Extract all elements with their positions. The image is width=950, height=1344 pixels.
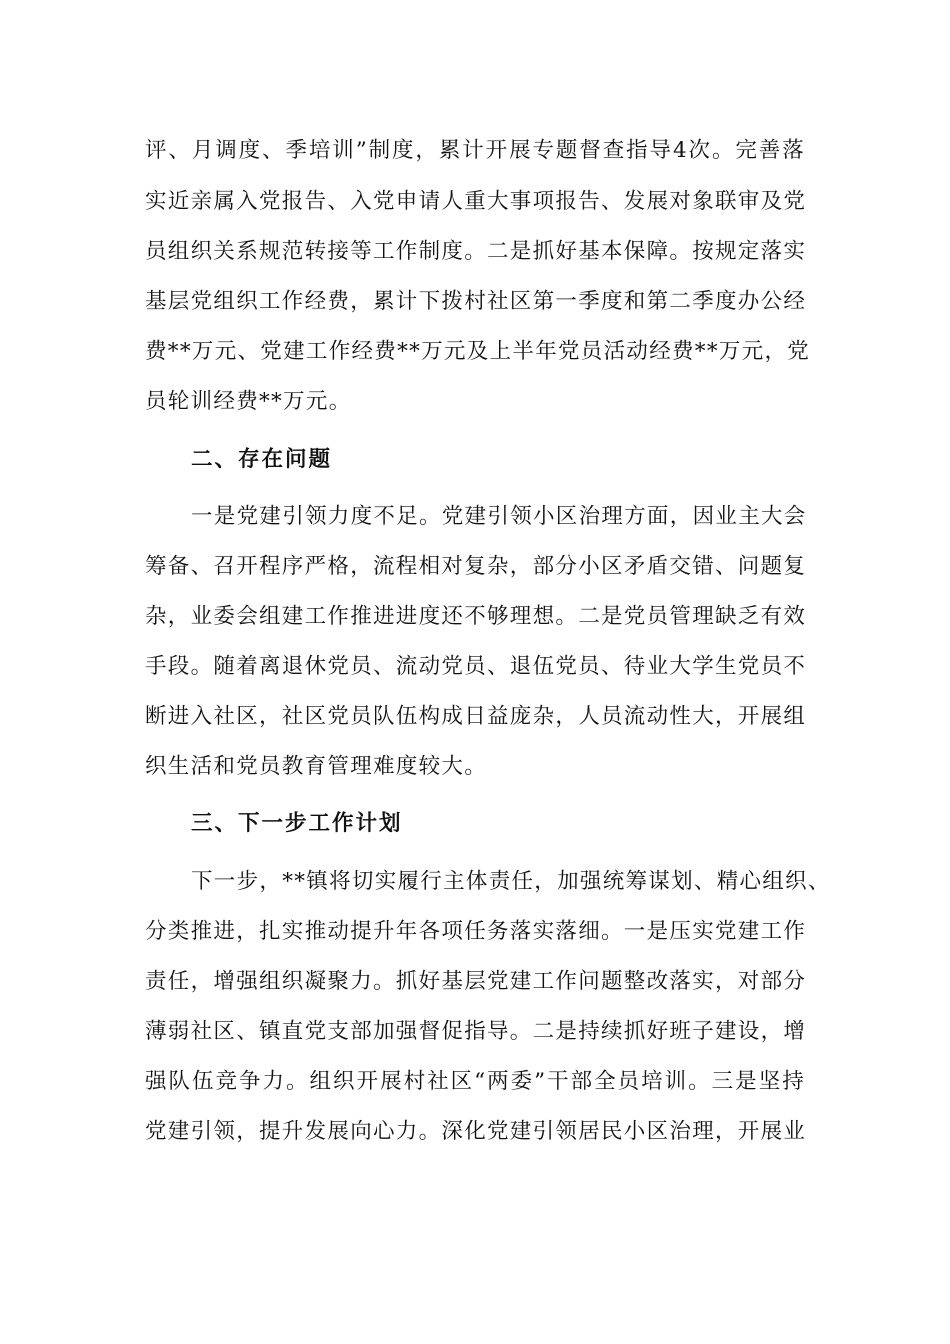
section-heading-problems: 二、存在问题 [191, 447, 333, 472]
paragraph-line: 杂，业委会组建工作推进进度还不够理想。二是党员管理缺乏有效 [145, 604, 807, 629]
paragraph-line: 强队伍竞争力。组织开展村社区“两委”干部全员培训。三是坚持 [145, 1069, 805, 1094]
paragraph-line: 评、月调度、季培训”制度，累计开展专题督查指导4次。完善落 [145, 138, 805, 163]
paragraph-line: 断进入社区，社区党员队伍构成日益庞杂，人员流动性大，开展组 [145, 704, 807, 729]
paragraph-line: 党建引领，提升发展向心力。深化党建引领居民小区治理，开展业 [145, 1119, 807, 1144]
paragraph-line: 责任，增强组织凝聚力。抓好基层党建工作问题整改落实，对部分 [145, 969, 807, 994]
paragraph-line: 费**万元、党建工作经费**万元及上半年党员活动经费**万元，党 [145, 339, 811, 364]
paragraph-line-first: 一是党建引领力度不足。党建引领小区治理方面，因业主大会 [191, 504, 807, 529]
paragraph-line-last: 员轮训经费**万元。 [145, 389, 352, 414]
paragraph-line: 基层党组织工作经费，累计下拨村社区第一季度和第二季度办公经 [145, 289, 807, 314]
paragraph-line: 实近亲属入党报告、入党申请人重大事项报告、发展对象联审及党 [145, 189, 807, 214]
section-heading-next-steps: 三、下一步工作计划 [191, 811, 403, 836]
paragraph-line: 手段。随着离退休党员、流动党员、退伍党员、待业大学生党员不 [145, 654, 807, 679]
paragraph-line: 筹备、召开程序严格，流程相对复杂，部分小区矛盾交错、问题复 [145, 554, 807, 579]
paragraph-line-first: 下一步，**镇将切实履行主体责任，加强统筹谋划、精心组织、 [191, 869, 831, 894]
paragraph-line: 分类推进，扎实推动提升年各项任务落实落细。一是压实党建工作 [145, 919, 807, 944]
paragraph-line-last: 织生活和党员教育管理难度较大。 [145, 754, 488, 779]
paragraph-line: 员组织关系规范转接等工作制度。二是抓好基本保障。按规定落实 [145, 239, 807, 264]
paragraph-line: 薄弱社区、镇直党支部加强督促指导。二是持续抓好班子建设，增 [145, 1019, 807, 1044]
